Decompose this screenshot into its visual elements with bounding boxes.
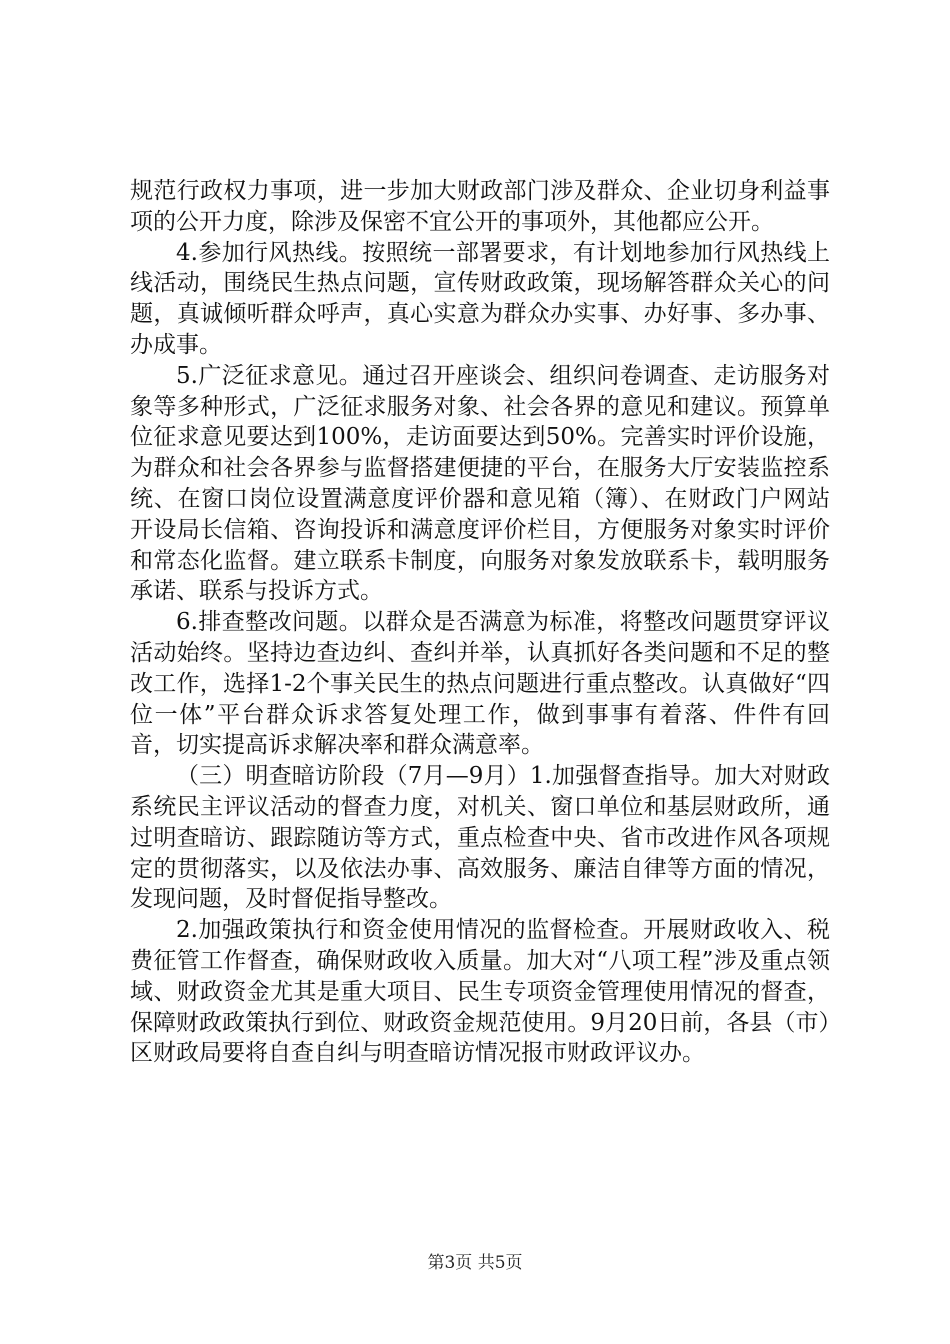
document-body <box>130 176 830 1069</box>
paragraph-continuation: 规范行政权力事项，进一步加大财政部门涉及群众、企业切身利益事项的公开力度，除涉及保密不宜公开的事项外，其他都应公开。 <box>130 178 830 235</box>
page-number-footer: 第3页 共5页 <box>427 1253 523 1273</box>
paragraph-item-2: 2.加强政策执行和资金使用情况的监督检查。开展财政收入、税费征管工作督查，确保财政收入质量。加大对“八项工程”涉及重点领域、财政资金尤其是重大项目、民生专项资金管理使用情况的督查，保障财政政策执行到位、财政资金规范使用。9月20日前，各县（市）区财政局要将自查自纠与明查暗访情况报市财政评议办。 <box>130 917 830 1067</box>
paragraph-item-5: 5.广泛征求意见。通过召开座谈会、组织问卷调查、走访服务对象等多种形式，广泛征求服务对象、社会各界的意见和建议。预算单位征求意见要达到100%，走访面要达到50%。完善实时评价设施，为群众和社会各界参与监督搭建便捷的平台，在服务大厅安装监控系统、在窗口岗位设置满意度评价器和意见箱（簿）、在财政门户网站开设局长信箱、咨询投诉和满意度评价栏目，方便服务对象实时评价和常态化监督。建立联系卡制度，向服务对象发放联系卡，载明服务承诺、联系与投诉方式。 <box>130 362 830 605</box>
paragraph-item-6: 6.排查整改问题。以群众是否满意为标准，将整改问题贯穿评议活动始终。坚持边查边纠、查纠并举，认真抓好各类问题和不足的整改工作，选择1-2个事关民生的热点问题进行重点整改。认真做好“四位一体”平台群众诉求答复处理工作，做到事事有着落、件件有回音，切实提高诉求解决率和群众满意率。 <box>130 609 830 759</box>
paragraph-item-4: 4.参加行风热线。按照统一部署要求，有计划地参加行风热线上线活动，围绕民生热点问题，宣传财政政策，现场解答群众关心的问题，真诚倾听群众呼声，真心实意为群众办实事、办好事、多办事、办成事。 <box>130 239 830 358</box>
paragraph-stage-3: （三）明查暗访阶段（7月—9月）1.加强督查指导。加大对财政系统民主评议活动的督查力度，对机关、窗口单位和基层财政所，通过明查暗访、跟踪随访等方式，重点检查中央、省市改进作风各项规定的贯彻落实，以及依法办事、高效服务、廉洁自律等方面的情况，发现问题，及时督促指导整改。 <box>130 763 830 913</box>
